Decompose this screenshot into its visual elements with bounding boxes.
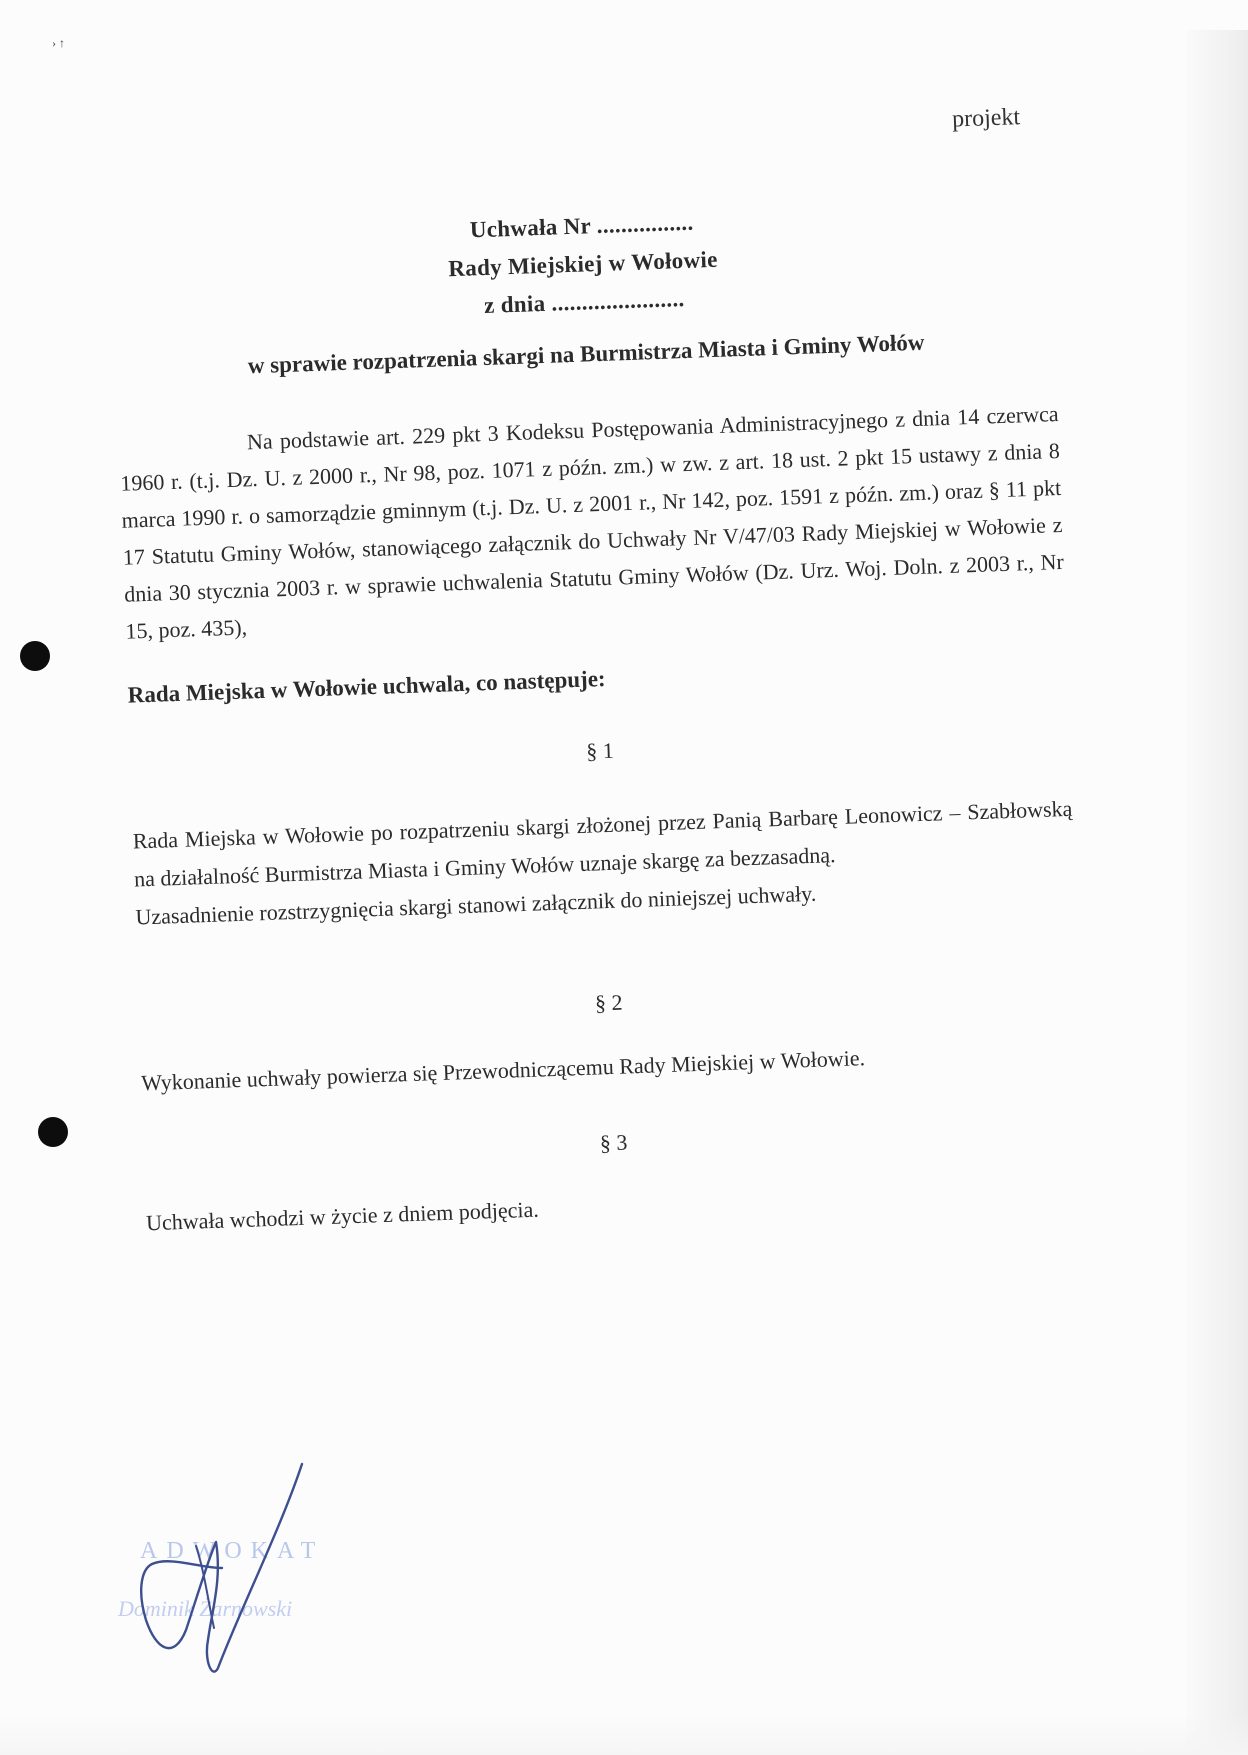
legal-basis-paragraph: Na podstawie art. 229 pkt 3 Kodeksu Postępowania Administracyjnego z dnia 14 czerwca 1960 r. (t.j. Dz. U. z 2000 r., Nr 98, poz. 1071 z późn. zm.) w zw. z art. 18 ust. 2 pkt 15 ustawy z dnia 8 marca 1990 r. o samorządzie gminnym (t.j. Dz. U. z 2001 r., Nr 142, poz. 1591 z późn. zm.) oraz § 11 pkt 17 Statutu Gminy Wołów, stanowiącego załącznik do Uchwały Nr V/47/03 Rady Miejskiej w Wołowie z dnia 30 stycznia 2003 r. w sprawie uchwalenia Statutu Gminy Wołów (Dz. Urz. Woj. Doln. z 2003 r., Nr 15, poz. 435), <box>119 401 1065 644</box>
stamp-name: Dominik Żarnowski <box>118 1596 293 1621</box>
scan-edge-shadow <box>1186 30 1248 1755</box>
handwritten-signature <box>100 1450 360 1680</box>
section-2-mark: § 2 <box>594 989 623 1016</box>
document-body <box>108 97 1073 1236</box>
section-3-text <box>146 1172 1087 1243</box>
section-1-text <box>132 790 1075 937</box>
section-1-mark: § 1 <box>585 737 615 764</box>
section-1-paragraph-1: Rada Miejska w Wołowie po rozpatrzeniu skargi złożonej przez Panią Barbarę Leonowicz – Szabłowską na działalność Burmistrza Miasta i Gminy Wołów uznaje skargę za bezzasadną. <box>132 795 1073 892</box>
project-label: projekt <box>951 104 1021 133</box>
section-1-paragraph-2: Uzasadnienie rozstrzygnięcia skargi stanowi załącznik do niniejszej uchwały. <box>135 880 817 930</box>
section-3-paragraph-1: Uchwała wchodzi w życie z dniem podjęcia. <box>145 1196 540 1236</box>
title-line-number: Uchwała Nr ................ <box>469 209 694 243</box>
punch-hole-lower <box>38 1117 68 1147</box>
section-2-text <box>141 1032 1082 1103</box>
scan-bottom-shadow <box>0 1715 1248 1755</box>
resolution-title <box>111 191 1054 338</box>
title-line-date: z dnia ...................... <box>483 285 685 318</box>
resolution-subject: w sprawie rozpatrzenia skargi na Burmistrza Miasta i Gminy Wołów <box>247 329 925 379</box>
stamp-title: ADWOKAT <box>140 1538 325 1564</box>
title-line-council: Rady Miejskiej w Wołowie <box>447 246 718 282</box>
section-2-paragraph-1: Wykonanie uchwały powierza się Przewodniczącemu Rady Miejskiej w Wołowie. <box>140 1045 866 1096</box>
punch-hole-upper <box>20 641 50 671</box>
section-3-mark: § 3 <box>599 1129 628 1156</box>
resolves-heading: Rada Miejska w Wołowie uchwala, co następuje: <box>127 665 606 708</box>
scan-mark: › ↑ <box>52 36 65 50</box>
